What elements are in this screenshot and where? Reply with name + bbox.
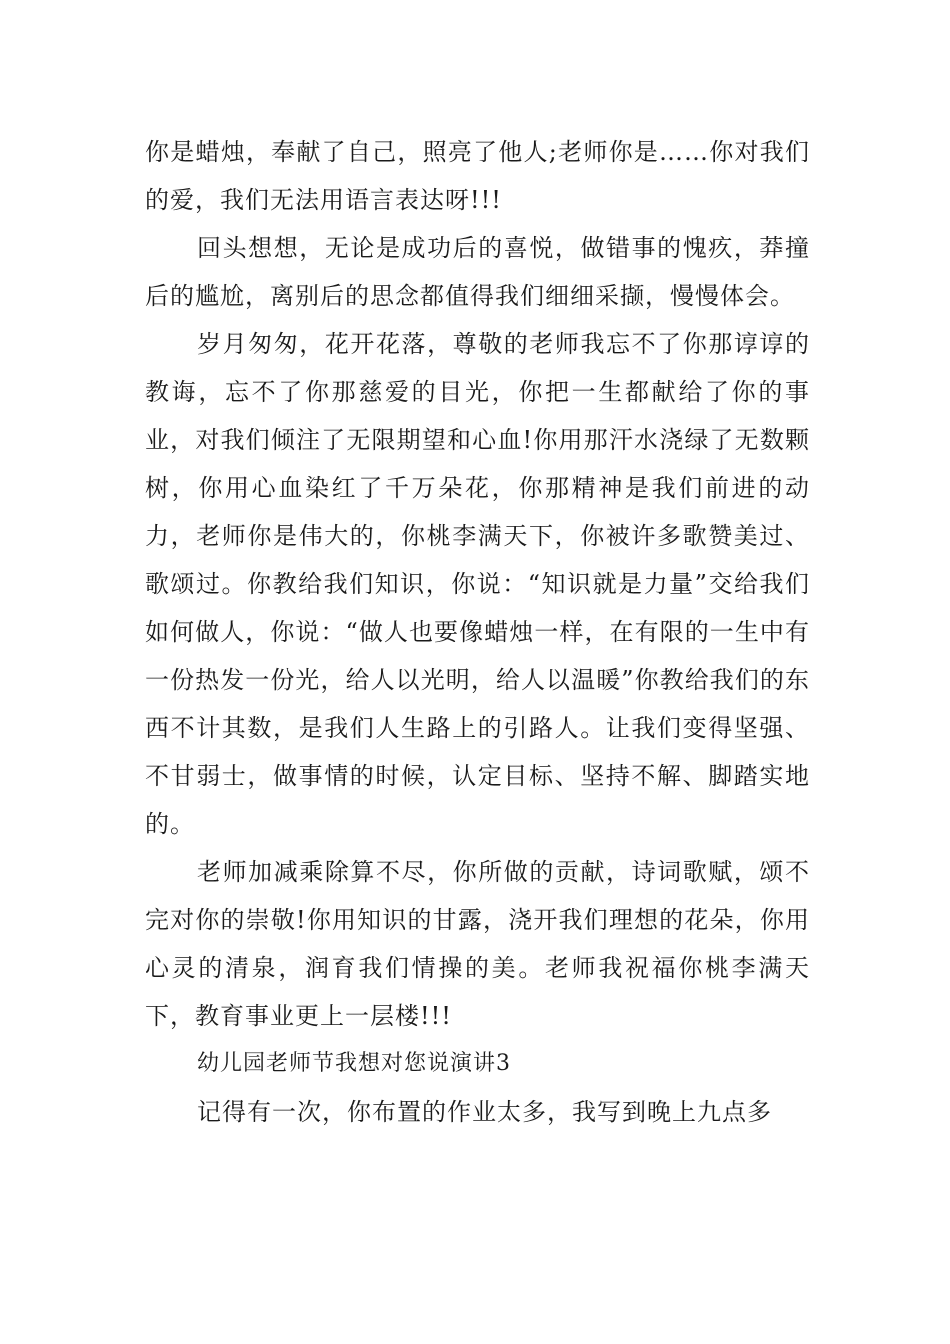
paragraph-candle: 你是蜡烛，奉献了自己，照亮了他人;老师你是……你对我们的爱，我们无法用语言表达呀!!! (145, 138, 810, 214)
paragraph-reflection: 回头想想，无论是成功后的喜悦，做错事的愧疚，莽撞后的尴尬，离别后的思念都值得我们细细采撷，慢慢体会。 (145, 234, 810, 310)
paragraph-teacher-praise: 岁月匆匆，花开花落，尊敬的老师我忘不了你那谆谆的教诲，忘不了你那慈爱的目光，你把一生都献给了你的事业，对我们倾注了无限期望和心血!你用那汗水浇绿了无数颗树，你用心血染红了千万朵花，你那精神是我们前进的动力，老师你是伟大的，你桃李满天下，你被许多歌赞美过、歌颂过。你教给我们知识，你说：“知识就是力量”交给我们如何做人，你说：“做人也要像蜡烛一样，在有限的一生中有一份热发一份光，给人以光明，给人以温暖”你教给我们的东西不计其数，是我们人生路上的引路人。让我们变得坚强、不甘弱士，做事情的时候，认定目标、坚持不解、脚踏实地的。 (145, 330, 810, 838)
paragraph-homework-memory: 记得有一次，你布置的作业太多，我写到晚上九点多 (197, 1098, 772, 1126)
section-heading: 幼儿园老师节我想对您说演讲3 (197, 1051, 511, 1076)
document-body (145, 128, 810, 1136)
paragraph-gratitude: 老师加减乘除算不尽，你所做的贡献，诗词歌赋，颂不完对你的崇敬!你用知识的甘露，浇开我们理想的花朵，你用心灵的清泉，润育我们情操的美。老师我祝福你桃李满天下，教育事业更上一层楼!!! (145, 858, 810, 1030)
